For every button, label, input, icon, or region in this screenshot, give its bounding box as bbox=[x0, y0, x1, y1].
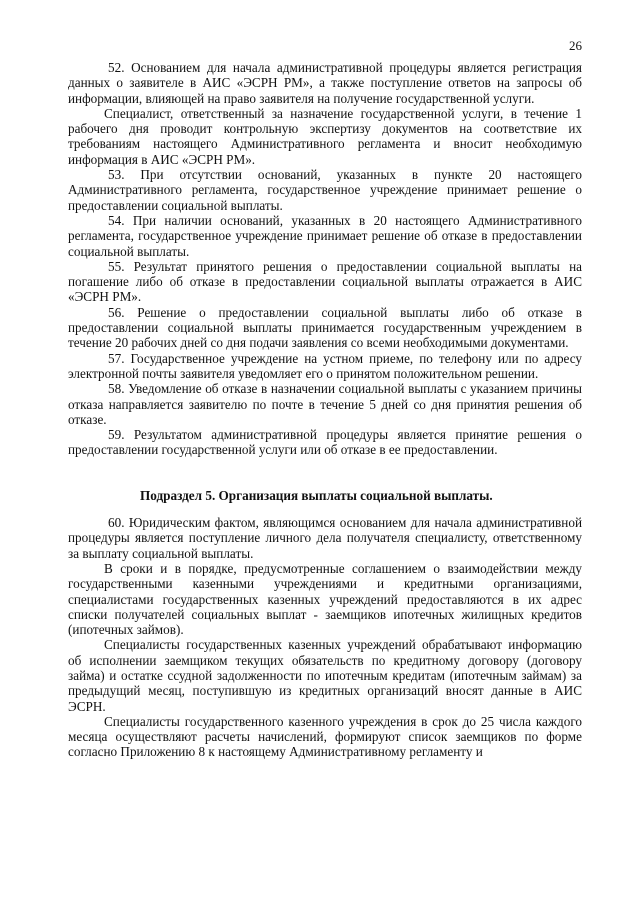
paragraph-60: 60. Юридическим фактом, являющимся основанием для начала административной процедуры является поступление личного дела получателя специалисту, ответственному за выплату социальной выплаты. bbox=[68, 515, 582, 561]
page-number: 26 bbox=[569, 38, 582, 53]
paragraph-53: 53. При отсутствии оснований, указанных в пункте 20 настоящего Административного регламента, государственное учреждение принимает решение о предоставлении социальной выплаты. bbox=[68, 167, 582, 213]
paragraph-52: 52. Основанием для начала административной процедуры является регистрация данных о заявителе в АИС «ЭСРН РМ», а также поступление ответов на запросы об информации, влияющей на право заявителя на получение государственной услуги. bbox=[68, 60, 582, 106]
paragraph-56: 56. Решение о предоставлении социальной выплаты либо об отказе в предоставлении социальной выплаты принимается государственным учреждением в течение 20 рабочих дней со дня подачи заявления со всеми необходимыми документами. bbox=[68, 304, 582, 351]
subsection-title: Подраздел 5. Организация выплаты социальной выплаты. bbox=[140, 487, 493, 503]
document-body bbox=[68, 60, 582, 760]
paragraph-59: 59. Результатом административной процедуры является принятие решения о предоставлении государственной услуги или об отказе в ее предоставлении. bbox=[68, 427, 582, 458]
paragraph-lists-provision: В сроки и в порядке, предусмотренные соглашением о взаимодействии между государственными казенными учреждениями и кредитными организациями, специалистами государственных казенных учреждений предоставляются в их адрес списки получателей социальных выплат - заемщиков ипотечных жилищных кредитов (ипотечных займов). bbox=[68, 560, 582, 638]
paragraph-58: 58. Уведомление об отказе в назначении социальной выплаты с указанием причины отказа направляется заявителю по почте в течение 5 дней со дня принятия решения об отказе. bbox=[68, 381, 582, 427]
paragraph-57: 57. Государственное учреждение на устном приеме, по телефону или по адресу электронной почты заявителя уведомляет его о принятом положительном решении. bbox=[68, 350, 582, 381]
paragraph-55: 55. Результат принятого решения о предоставлении социальной выплаты на погашение либо об отказе в предоставлении социальной выплаты отражается в АИС «ЭСРН РМ». bbox=[68, 258, 582, 305]
paragraph-specialists-processing: Специалисты государственных казенных учреждений обрабатывают информацию об исполнении заемщиком текущих обязательств по кредитному договору (договору займа) и остатке ссудной задолженности по ипотечным кредитам (ипотечным займам) за предыдущий месяц, поступившую из кредитных организаций вносят данные в АИС ЭСРН. bbox=[68, 637, 582, 714]
paragraph-specialist-review: Специалист, ответственный за назначение государственной услуги, в течение 1 рабочего дня проводит контрольную экспертизу документов на соответствие их требованиям настоящего Административного регламента и вносит необходимую информация в АИС «ЭСРН РМ». bbox=[68, 105, 582, 167]
paragraph-monthly-calculation: Специалисты государственного казенного учреждения в срок до 25 числа каждого месяца осуществляют расчеты начислений, формируют список заемщиков по форме согласно Приложению 8 к настоящему Административному регламенту и bbox=[68, 713, 582, 760]
paragraph-54: 54. При наличии оснований, указанных в 20 настоящего Административного регламента, государственное учреждение принимает решение об отказе в предоставлении социальной выплаты. bbox=[68, 212, 582, 259]
